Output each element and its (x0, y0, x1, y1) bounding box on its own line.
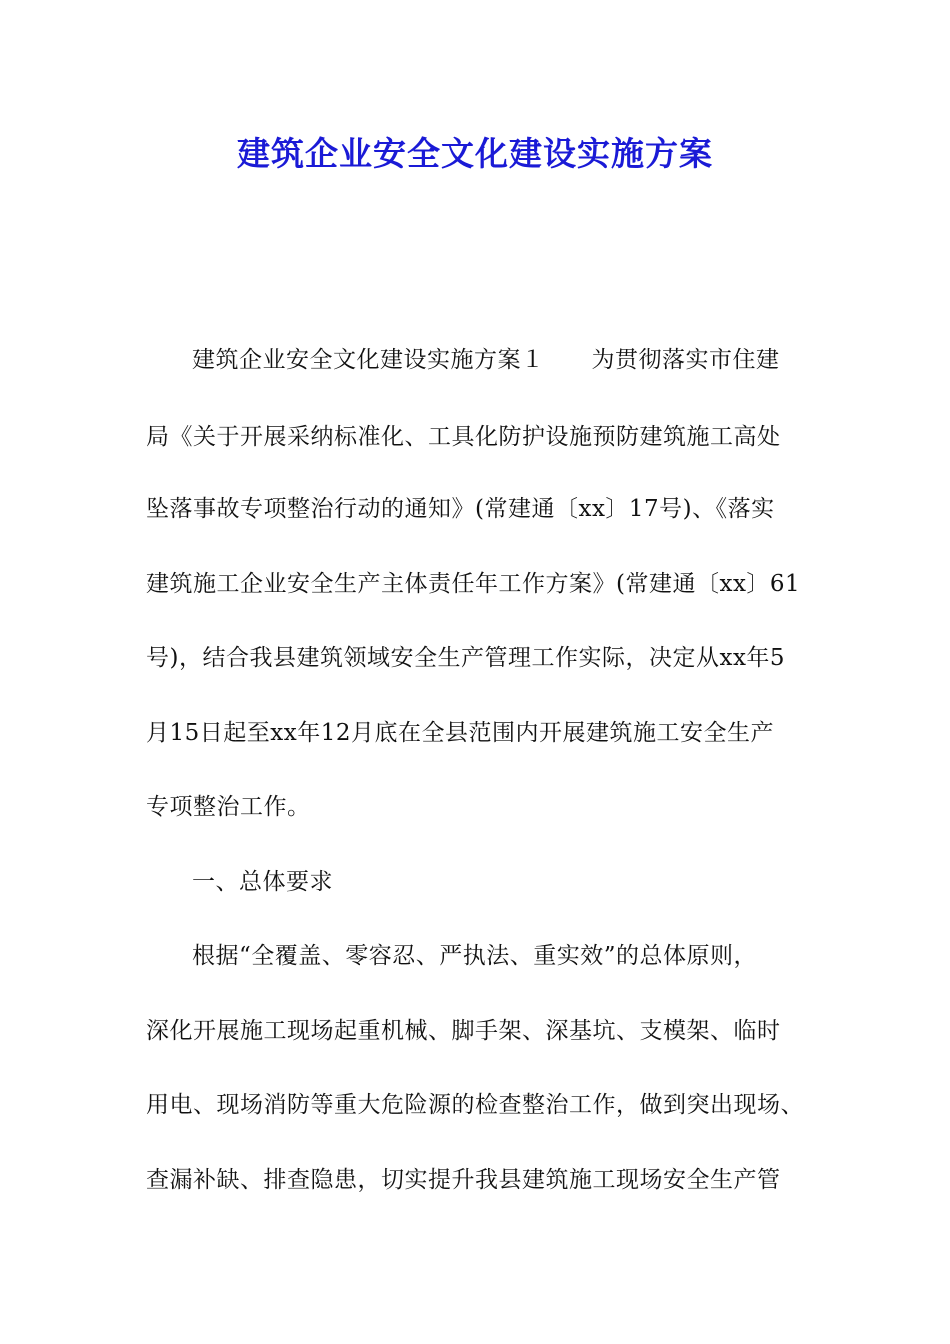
document-title: 建筑企业安全文化建设实施方案 (237, 134, 713, 173)
paragraph-line: 用电、现场消防等重大危险源的检查整治工作，做到突出现场、 (146, 1092, 804, 1118)
paragraph-line: 坠落事故专项整治行动的通知》(常建通〔xx〕17号)、《落实 (146, 496, 775, 522)
paragraph-line: 建筑施工企业安全生产主体责任年工作方案》(常建通〔xx〕61 (146, 571, 801, 597)
paragraph-line: 建筑企业安全文化建设实施方案１ 为贯彻落实市住建 (192, 347, 780, 373)
paragraph-line: 根据“全覆盖、零容忍、严执法、重实效”的总体原则， (192, 943, 758, 969)
paragraph-line: 局《关于开展采纳标准化、工具化防护设施预防建筑施工高处 (146, 424, 781, 450)
paragraph-line: 专项整治工作。 (146, 794, 311, 820)
paragraph-line: 月15日起至xx年12月底在全县范围内开展建筑施工安全生产 (146, 720, 774, 746)
section-heading: 一、总体要求 (192, 869, 333, 895)
paragraph-line: 深化开展施工现场起重机械、脚手架、深基坑、支模架、临时 (146, 1018, 781, 1044)
paragraph-line: 号)，结合我县建筑领域安全生产管理工作实际，决定从xx年5 (146, 645, 786, 671)
paragraph-line: 查漏补缺、排查隐患，切实提升我县建筑施工现场安全生产管 (146, 1167, 781, 1193)
